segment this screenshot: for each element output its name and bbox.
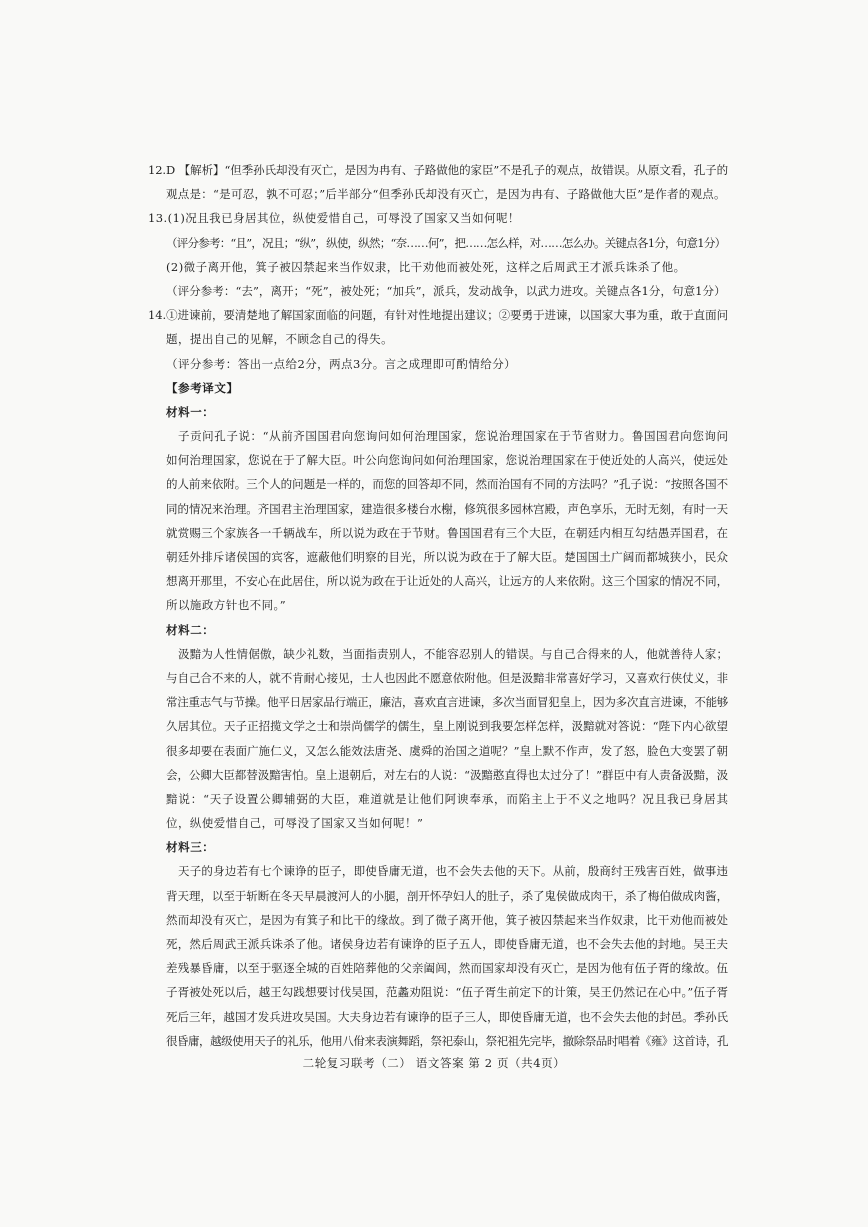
translation-line: 子胥被处死以后，越王勾践想要讨伐吴国，范蠡劝阻说：“伍子胥生前定下的计策，吴王仍然记在心中。”伍子胥 — [166, 985, 728, 1000]
translation-heading: 【参考译文】 — [166, 380, 239, 395]
material-label: 材料一： — [166, 404, 215, 419]
q13-answer-line: 13.(1)况且我已身居其位，纵使爱惜自己，可辱没了国家又当如何呢！ — [148, 211, 520, 226]
translation-line: 子贡问孔子说：“从前齐国国君向您询问如何治理国家，您说治理国家在于节省财力。鲁国国君向您询问 — [178, 429, 728, 444]
q12-answer-line: 12.D 【解析】“但季孙氏却没有灭亡，是因为冉有、子路做他的家臣”不是孔子的观点，故错误。从原文看，孔子的 — [148, 163, 728, 177]
translation-line: 差残暴昏庸，以至于驱逐全城的百姓陪葬他的父亲阖闾，然而国家却没有灭亡，是因为他有伍子胥的缘故。伍 — [166, 961, 728, 976]
translation-line: 想离开那里，不安心在此居住，所以说为政在于让近处的人高兴，让远方的人来依附。这三个国家的情况不同， — [166, 574, 728, 589]
translation-line: 常注重志气与节操。他平日居家品行端正，廉洁，喜欢直言进谏，多次当面冒犯皇上，因为多次直言进谏，不能够 — [166, 695, 728, 710]
q13-scoring-note: （评分参考：“去”，离开；“死”，被处死；“加兵”，派兵，发动战争，以武力进攻。关键点各1分，句意1分） — [166, 283, 726, 298]
translation-line: 死后三年，越国才发兵进攻吴国。大夫身边若有谏诤的臣子三人，即使昏庸无道，也不会失去他的封邑。季孙氏 — [166, 1009, 728, 1024]
q14-scoring-note: （评分参考：答出一点给2分，两点3分。言之成理即可酌情给分） — [166, 356, 517, 371]
translation-line: 朝廷外排斥诸侯国的宾客，遮蔽他们明察的目光，所以说为政在于了解大臣。楚国国土广阔而都城狭小，民众 — [166, 550, 728, 564]
q13-answer-line: (2)微子离开他，箕子被囚禁起来当作奴隶，比干劝他而被处死，这样之后周武王才派兵诛杀了他。 — [166, 259, 686, 274]
translation-line: 所以施政方针也不同。” — [166, 598, 287, 613]
answer-sheet — [0, 158, 868, 1053]
translation-line: 如何治理国家，您说在于了解大臣。叶公向您询问如何治理国家，您说治理国家在于使近处的人高兴，使远处 — [166, 453, 728, 468]
q14-answer-line: 14.①进谏前，要清楚地了解国家面临的问题，有针对性地提出建议；②要勇于进谏，以国家大事为重，敢于直面问 — [148, 308, 728, 323]
page-footer: 二轮复习联考（二） 语文答案 第 2 页（共4页） — [302, 1056, 566, 1070]
translation-line: 黯说：“天子设置公卿辅弼的大臣，难道就是让他们阿谀奉承，而陷主上于不义之地吗？况且我已身居其 — [166, 791, 728, 806]
translation-line: 位，纵使爱惜自己，可辱没了国家又当如何呢！” — [166, 816, 424, 831]
translation-line: 久居其位。天子正招揽文学之士和崇尚儒学的儒生，皇上刚说到我要怎样怎样，汲黯就对答说：“陛下内心欲望 — [166, 719, 728, 734]
translation-line: 的人前来依附。三个人的问题是一样的，而您的回答却不同，然而治国有不同的方法吗？”孔子说：“按照各国不 — [166, 477, 728, 492]
translation-line: 背天理，以至于斩断在冬天早晨渡河人的小腿，剖开怀孕妇人的肚子，杀了鬼侯做成肉干，杀了梅伯做成肉酱， — [166, 888, 728, 903]
translation-line: 汲黯为人性情倨傲，缺少礼数，当面指责别人，不能容忍别人的错误。与自己合得来的人，他就善待人家； — [178, 646, 728, 661]
translation-line: 天子的身边若有七个谏诤的臣子，即使昏庸无道，也不会失去他的天下。从前，殷商纣王残害百姓，做事违 — [178, 864, 728, 879]
translation-line: 会，公卿大臣都替汲黯害怕。皇上退朝后，对左右的人说：“汲黯憨直得也太过分了！”群臣中有人责备汲黯，汲 — [166, 767, 728, 782]
material-label: 材料二： — [166, 622, 215, 637]
translation-line: 与自己合不来的人，就不肯耐心接见，士人也因此不愿意依附他。但是汲黯非常喜好学习，又喜欢行侠仗义，非 — [166, 670, 728, 685]
material-label: 材料三： — [166, 840, 215, 855]
translation-line: 很昏庸，越级使用天子的礼乐，他用八佾来表演舞蹈，祭祀泰山，祭祀祖先完毕，撤除祭品时唱着《雍》这首诗，孔 — [166, 1033, 728, 1048]
q14-answer-line: 题，提出自己的见解，不顾念自己的得失。 — [166, 332, 394, 347]
q12-answer-line: 观点是：“是可忍，孰不可忍；”后半部分“但季孙氏却没有灭亡，是因为冉有、子路做他大臣”是作者的观点。 — [166, 187, 726, 202]
translation-line: 很多却要在表面广施仁义，又怎么能效法唐尧、虞舜的治国之道呢？”皇上默不作声，发了怒，脸色大变罢了朝 — [166, 743, 728, 758]
translation-line: 然而却没有灭亡，是因为有箕子和比干的缘故。到了微子离开他，箕子被囚禁起来当作奴隶，比干劝他而被处 — [166, 912, 728, 927]
translation-line: 同的情况来治理。齐国君主治理国家，建造很多楼台水榭，修筑很多园林宫殿，声色享乐，无时无刻，有时一天 — [166, 501, 728, 516]
translation-line: 就赏赐三个家族各一千辆战车，所以说为政在于节财。鲁国国君有三个大臣，在朝廷内相互勾结愚弄国君，在 — [166, 525, 728, 540]
q13-scoring-note: （评分参考：“且”，况且；“纵”，纵使，纵然；“奈……何”，把……怎么样，对……怎么办。关键点各1分，句意1分） — [166, 235, 726, 250]
translation-line: 死，然后周武王派兵诛杀了他。诸侯身边若有谏诤的臣子五人，即使昏庸无道，也不会失去他的封地。吴王夫 — [166, 937, 728, 951]
